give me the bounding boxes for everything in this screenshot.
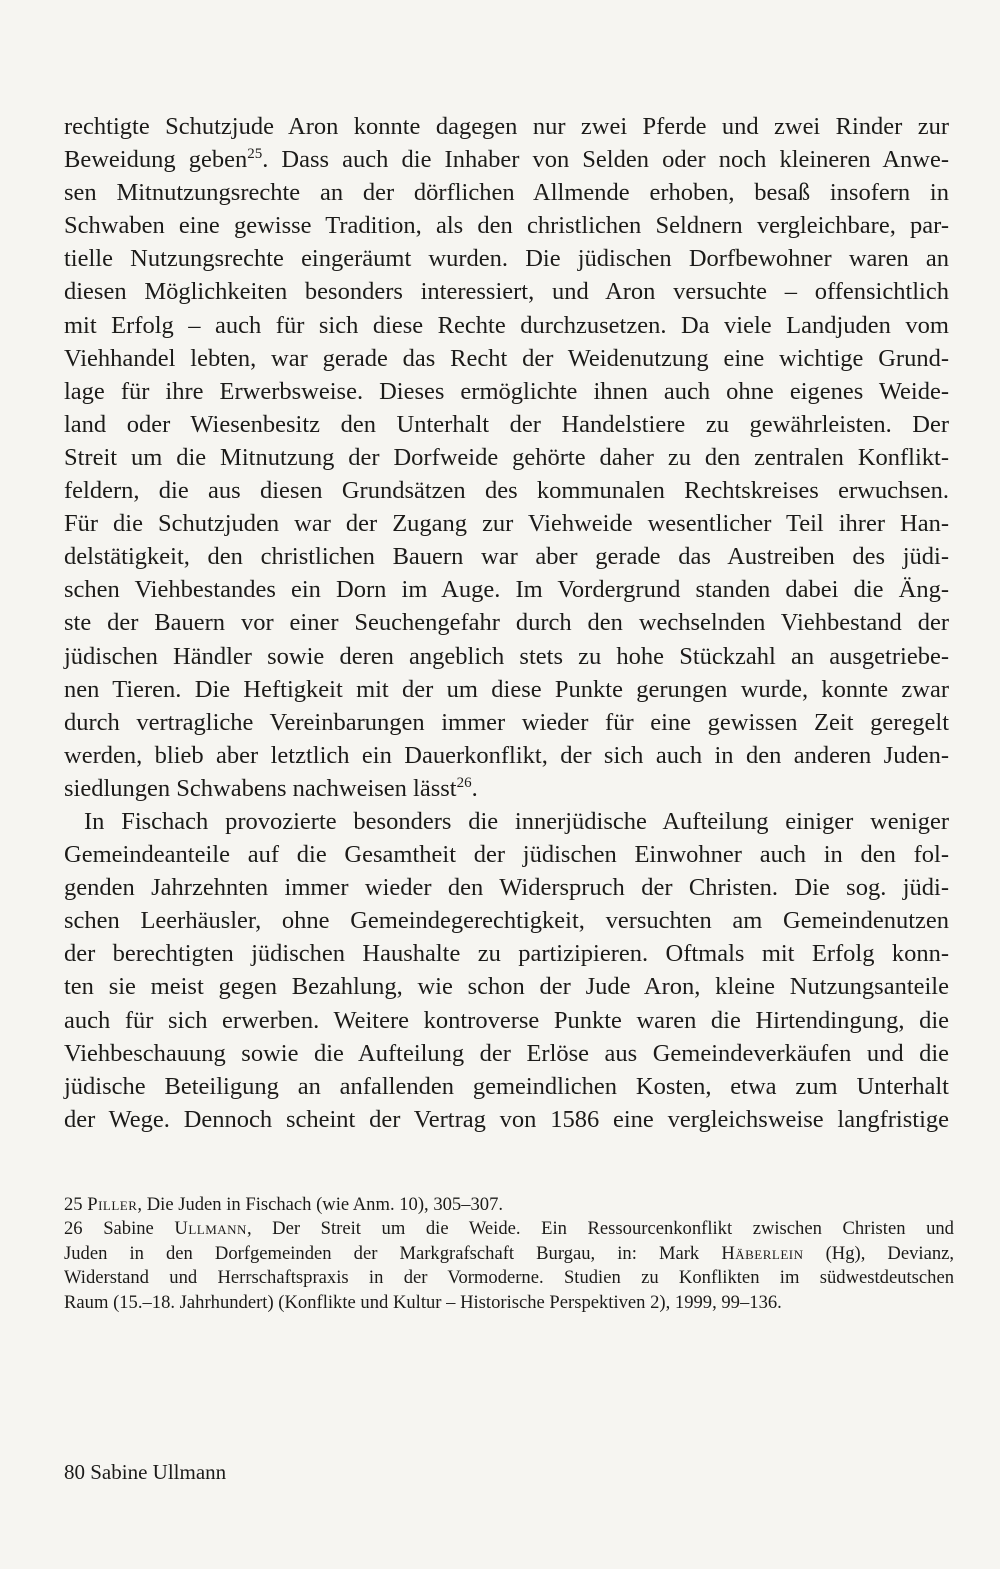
footnote-ref-26[interactable]: 26: [456, 774, 472, 791]
footnote-26-line: Widerstand und Herrschaftspraxis in der Vormoderne. Studien zu Konflikten im südwestdeutschen: [64, 1267, 954, 1289]
body-line: lage für ihre Erwerbsweise. Dieses ermöglichte ihnen auch ohne eigenes Weide-: [64, 377, 949, 405]
footnote-ref-25[interactable]: 25: [247, 145, 263, 162]
footnote-editor: Häberlein: [721, 1242, 804, 1264]
footnote-26-line: [64, 1242, 954, 1266]
footnote-text: (Hg), Devianz,: [825, 1242, 955, 1264]
body-line: diesen Möglichkeiten besonders interessiert, und Aron versuchte – offensichtlich: [64, 278, 949, 306]
footnote-author: Ullmann: [174, 1218, 247, 1240]
body-line: werden, blieb aber letztlich ein Dauerkonflikt, der sich auch in den anderen Juden-: [64, 741, 949, 769]
body-line: der Wege. Dennoch scheint der Vertrag von 1586 eine vergleichsweise langfristige: [64, 1105, 949, 1133]
body-line: schen Viehbestandes ein Dorn im Auge. Im Vordergrund standen dabei die Äng-: [64, 576, 949, 604]
body-line: jüdische Beteiligung an anfallenden gemeindlichen Kosten, etwa zum Unterhalt: [64, 1072, 949, 1100]
body-line: land oder Wiesenbesitz den Unterhalt der Handelstiere zu gewährleisten. Der: [64, 410, 949, 438]
body-line: Streit um die Mitnutzung der Dorfweide gehörte daher zu den zentralen Konflikt-: [64, 443, 949, 471]
page-number: 80: [64, 1460, 85, 1484]
body-text: [64, 110, 949, 1136]
body-line: Für die Schutzjuden war der Zugang zur Viehweide wesentlicher Teil ihrer Han-: [64, 510, 949, 538]
footnotes: [64, 1193, 954, 1315]
footnote-number: 26: [64, 1218, 83, 1240]
footnote-author: Piller: [87, 1194, 138, 1215]
body-line: mit Erfolg – auch für sich diese Rechte durchzusetzen. Da viele Landjuden vom: [64, 311, 949, 339]
body-line: In Fischach provozierte besonders die innerjüdische Aufteilung einiger weniger: [84, 807, 949, 835]
footnote-number: 25: [64, 1194, 83, 1215]
body-line-text: siedlungen Schwabens nachweisen lässt: [64, 774, 457, 802]
body-line: Viehbeschauung sowie die Aufteilung der Erlöse aus Gemeindeverkäufen und die: [64, 1039, 949, 1067]
body-line: delstätigkeit, den christlichen Bauern war aber gerade das Austreiben des jüdi-: [64, 543, 949, 571]
footnote-author-first: Sabine: [103, 1218, 154, 1240]
body-line: nen Tieren. Die Heftigkeit mit der um diese Punkte gerungen wurde, konnte zwar: [64, 675, 949, 703]
body-line-text: . Dass auch die Inhaber von Selden oder noch kleineren Anwe-: [262, 146, 950, 174]
body-line: tielle Nutzungsrechte eingeräumt wurden. Die jüdischen Dorfbewohner waren an: [64, 245, 949, 273]
body-line: jüdischen Händler sowie deren angeblich stets zu hohe Stückzahl an ausgetriebe-: [64, 642, 949, 670]
body-line-text: Beweidung geben: [64, 146, 248, 174]
body-line: Schwaben eine gewisse Tradition, als den christlichen Seldnern vergleichbare, par-: [64, 212, 949, 240]
body-line: ste der Bauern vor einer Seuchengefahr durch den wechselnden Viehbestand der: [64, 609, 949, 637]
footnote-text: , Der Streit um die Weide. Ein Ressourcenkonflikt zwischen Christen und: [246, 1218, 954, 1240]
body-line: auch für sich erwerben. Weitere kontroverse Punkte waren die Hirtendingung, die: [64, 1006, 949, 1034]
body-line: sen Mitnutzungsrechte an der dörflichen Allmende erhoben, besaß insofern in: [64, 179, 949, 207]
body-line: [64, 143, 949, 176]
body-line: feldern, die aus diesen Grundsätzen des kommunalen Rechtskreises erwuchsen.: [64, 477, 949, 505]
body-line: durch vertragliche Vereinbarungen immer wieder für eine gewissen Zeit geregelt: [64, 708, 949, 736]
body-line: rechtigte Schutzjude Aron konnte dagegen nur zwei Pferde und zwei Rinder zur: [64, 113, 949, 140]
body-line: Viehhandel lebten, war gerade das Recht der Weidenutzung eine wichtige Grund-: [64, 344, 949, 372]
footnote-text: Juden in den Dorfgemeinden der Markgrafschaft Burgau, in: Mark: [64, 1242, 700, 1264]
running-author: Sabine Ullmann: [90, 1460, 227, 1484]
body-line-text: .: [471, 774, 478, 802]
footnote-26-line: Raum (15.–18. Jahrhundert) (Konflikte und Kultur – Historische Perspektiven 2), 1999, 99–136.: [64, 1291, 782, 1313]
page-footer: [64, 1458, 226, 1486]
body-line: genden Jahrzehnten immer wieder den Widerspruch der Christen. Die sog. jüdi-: [64, 874, 949, 902]
body-line: [64, 772, 949, 805]
body-line: der berechtigten jüdischen Haushalte zu partizipieren. Oftmals mit Erfolg konn-: [64, 940, 949, 968]
body-line: Gemeindeanteile auf die Gesamtheit der jüdischen Einwohner auch in den fol-: [64, 841, 949, 869]
footnote-26: [64, 1217, 954, 1241]
footnote-text: , Die Juden in Fischach (wie Anm. 10), 305–307.: [137, 1194, 504, 1215]
footnote-25: [64, 1193, 954, 1217]
body-line: schen Leerhäusler, ohne Gemeindegerechtigkeit, versuchten am Gemeindenutzen: [64, 907, 949, 935]
body-line: ten sie meist gegen Bezahlung, wie schon der Jude Aron, kleine Nutzungsanteile: [64, 973, 949, 1001]
